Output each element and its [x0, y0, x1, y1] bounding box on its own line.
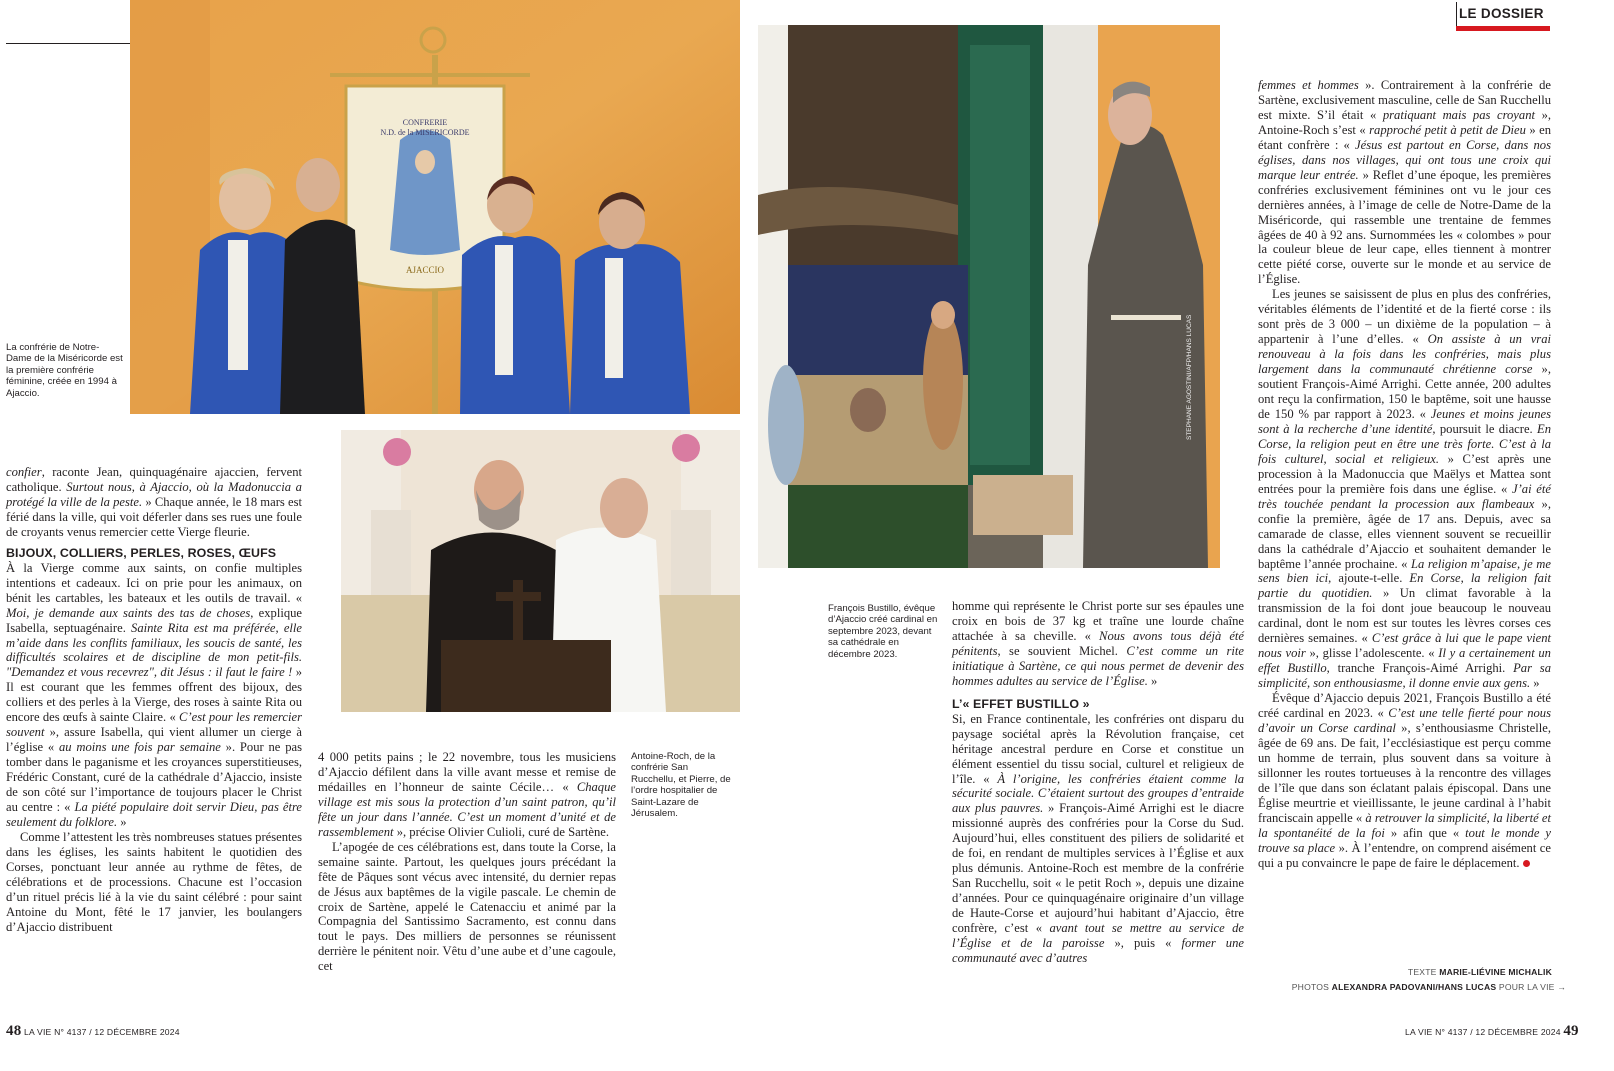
photo-antoine-roch-pierre — [341, 430, 740, 712]
end-mark-icon — [1523, 860, 1530, 867]
photo-credit: PHOTOS ALEXANDRA PADOVANI/HANS LUCAS POUR LA VIE → — [1291, 982, 1566, 992]
section-rule-top — [1456, 2, 1457, 26]
arrow-right-icon: → — [1557, 982, 1566, 992]
caption-photo1: La confrérie de Notre-Dame de la Miséricorde est la première confrérie féminine, créée en 1994 à Ajaccio. — [6, 342, 123, 399]
banner-text: CONFRERIE N.D. de la MISERICORDE — [380, 118, 470, 137]
text-credit: TEXTE MARIE-LIÉVINE MICHALIK — [1407, 967, 1552, 977]
top-rule — [6, 43, 130, 44]
right-column-2: femmes et hommes ». Contrairement à la confrérie de Sartène, exclusivement masculine, celle de San Rucchellu est mixte. S’il était « pratiquant mais pas croyant », Antoine-Roch s’est « rapproché petit à petit de Dieu » en étant confrère : « Jésus est partout en Corse, dans nos églises, dans nos villages, qui ont tous une croix qui marque leur entrée. » Reflet d’une époque, les premières confréries exclusivement féminines ont vu le jour ces dernières années, à l’image de celle de Notre-Dame de la Miséricorde, qui rassemble une trentaine de femmes âgées de 40 à 92 ans. Surnommées les « colombes » pour la couleur bleue de leur cape, elles tiennent à montrer cette piété corse, ouverte sur le monde et au service de l’Église. Les jeunes se saisissent de plus en plus des confréries, véritables éléments de l’identité et de la fierté corse : ils sont près de 3 000 – un dixième de la population – à appartenir à l’une d’elles. « On assiste à un vrai renouveau à la fois dans les confréries, mais plus largement dans la communauté chrétienne corse », soutient François-Aimé Arrighi. Cette année, 200 adultes ont reçu la confirmation, 150 le baptême, soit une hausse de 150 % par rapport à 2023. « Jeunes et moins jeunes sont à la recherche d’une identité, poursuit le diacre. En Corse, la religion peut en être une très forte. C’est à la fois culturel, social et religieux. » C’est après une procession à la Madonuccia que Maëlys et Mattea sont entrées pour la première fois dans une église. « J’ai été très touchée pendant la procession aux flambeaux », confie la première, âgée de 17 ans. Depuis, avec sa camarade de classe, elles viennent souvent se recueillir dans la cathédrale d’Ajaccio et souhaitent demander le baptême l’année prochaine. « La religion m’apaise, je me sens bien ici, ajoute-t-elle. En Corse, la religion fait partie du quotidien. » Un climat favorable à la transmission de la foi dont joue beaucoup le nouveau cardinal, dont le nom est sur toutes les lèvres corses ces dernières semaines. « C’est grâce à lui que le pape vient nous voir », glisse l’adolescente. « Il y a certainement un effet Bustillo, tranche François-Aimé Arrighi. Par sa simplicité, son enthousiasme, il donne envie aux gens. » Évêque d’Ajaccio depuis 2021, François Bustillo a été créé cardinal en 2023. « C’est une telle fierté pour nous d’avoir un Corse cardinal », s’enthousiasme Christelle, âgée de 69 ans. De fait, l’ecclésiastique est perçu comme un homme de terrain, plus souvent dans sa voiture à sillonner les routes tortueuses à la rencontre des villages de l’île que dans son éclatant palais épiscopal. Dans une Église meurtrie et vieillissante, le jeune cardinal à l’habit franciscain appelle « à retrouver la simplicité, la liberté et la spontanéité de la foi » afin que « tout le monde y trouve sa place ». À l’entendre, on comprend aisément ce qui a pu convaincre le pape de faire le déplacement. — [1258, 78, 1552, 870]
footer-right — [1405, 1023, 1579, 1040]
footer-left — [6, 1023, 180, 1040]
footer-left-info: LA VIE N° 4137 / 12 DÉCEMBRE 2024 — [24, 1027, 180, 1037]
caption-photo3: François Bustillo, évêque d’Ajaccio créé cardinal en septembre 2023, devant sa cathédrale en décembre 2023. — [828, 603, 938, 660]
photo3-credit: STEPHANE AGOSTINI/AFP/HANS LUCAS — [1186, 314, 1193, 440]
section-label: LE DOSSIER — [1459, 6, 1544, 21]
photo-francois-bustillo — [758, 25, 1220, 568]
photo-confrerie-misericorde — [130, 0, 740, 414]
subhead-bijoux: BIJOUX, COLLIERS, PERLES, ROSES, ŒUFS — [6, 545, 277, 560]
page-number-right: 49 — [1563, 1023, 1579, 1039]
section-rule — [1456, 26, 1550, 31]
page-number-left: 48 — [6, 1023, 22, 1039]
left-column-1: confier, raconte Jean, quinquagénaire ajaccien, fervent catholique. Surtout nous, à Ajaccio, où la Madonuccia a protégé la ville de la peste. » Chaque année, le 18 mars est férié dans la ville, qui voit déferler dans ses rues une foule de croyants venus remercier cette Vierge fleurie. BIJOUX, COLLIERS, PERLES, ROSES, ŒUFS À la Vierge comme aux saints, on confie multiples intentions et cadeaux. Ici on prie pour les animaux, on bénit les cartables, les bateaux et les outils de travail. « Moi, je demande aux saints des tas de choses, explique Isabella, septuagénaire. Sainte Rita est ma préférée, elle m’aide dans les conflits familiaux, les soucis de santé, les difficultés scolaires et de discipline de mon petit-fils. "Demandez et vous recevrez", dit Jésus : il faut le faire ! » Il est courant que les femmes offrent des bijoux, des colliers et des perles à la Vierge, des roses à sainte Rita ou encore des œufs à sainte Claire. « C’est pour les remercier souvent », assure Isabella, qui vient allumer un cierge à l’église « au moins une fois par semaine ». Pour ne pas tomber dans le paganisme et les croyances superstitieuses, Frédéric Constant, curé de la cathédrale d’Ajaccio, insiste de son côté sur l’importance de toujours placer le Christ au centre : « La piété populaire doit servir Dieu, pas être seulement du folklore. » Comme l’attestent les très nombreuses statues présentes dans les églises, les saints habitent le quotidien des Corses, ponctuant leur année au rythme de fêtes, de célébrations et de processions. Chacune est l’occasion d’un rituel précis lié à la vie du saint célébré : pour saint Antoine du Mont, fêté le 17 janvier, les boulangers d’Ajaccio distribuent — [6, 465, 303, 934]
footer-right-info: LA VIE N° 4137 / 12 DÉCEMBRE 2024 — [1405, 1027, 1561, 1037]
banner-city: AJACCIO — [405, 265, 444, 275]
caption-photo2: Antoine-Roch, de la confrérie San Rucchellu, et Pierre, de l’ordre hospitalier de Saint-Lazare de Jérusalem. — [631, 751, 731, 820]
right-column-1: homme qui représente le Christ porte sur ses épaules une croix en bois de 37 kg et traîne une lourde chaîne attachée à sa cheville. « Nous avons tous déjà été pénitents, se souvient Michel. C’est comme un rite initiatique à Sartène, ce qui nous permet de devenir des hommes adultes au service de l’Église. » L’« EFFET BUSTILLO » Si, en France continentale, les confréries ont disparu du paysage sociétal après la Révolution française, cet héritage ancestral perdure en Corse et constitue un élément essentiel du tissu social, culturel et religieux de l’île. « À l’origine, les confréries étaient comme la sécurité sociale. C’étaient surtout des groupes d’entraide aux plus pauvres. » François-Aimé Arrighi est le diacre missionné auprès des confréries pour la Corse du Sud. Aujourd’hui, elles constituent des piliers de solidarité et de foi, en rendant de multiples services à l’Église et aux plus démunis. Antoine-Roch est membre de la confrérie San Rucchellu, soit « le petit Roch », depuis une dizaine d’années. Pour ce quinquagénaire originaire d’un village de Haute-Corse et aujourd’hui habitant d’Ajaccio, être confrère, c’est « avant tout se mettre au service de l’Église et de la paroisse », puis « former une communauté avec d’autres — [952, 599, 1245, 965]
left-column-2: 4 000 petits pains ; le 22 novembre, tous les musiciens d’Ajaccio défilent dans la ville avant messe et remise de médailles en l’honneur de sainte Cécile… « Chaque village est mis sous la protection d’un saint patron, qu’il fête un jour dans l’année. C’est un moment d’unité et de rassemblement », précise Olivier Culioli, curé de Sartène. L’apogée de ces célébrations est, dans toute la Corse, la semaine sainte. Partout, les quelques jours précédant la fête de Pâques sont vécus avec intensité, du dernier repas de Jésus aux baptêmes de la vigile pascale. Le chemin de croix de Sartène, appelé le Catenacciu et animé par la Compagnia del Santissimo Sacramento, est connu dans tout le pays. Des milliers de personnes se réunissent derrière le pénitent noir. Vêtu d’une aube et d’une cagoule, cet — [318, 750, 616, 974]
subhead-effet-bustillo: L’« EFFET BUSTILLO » — [952, 696, 1090, 711]
